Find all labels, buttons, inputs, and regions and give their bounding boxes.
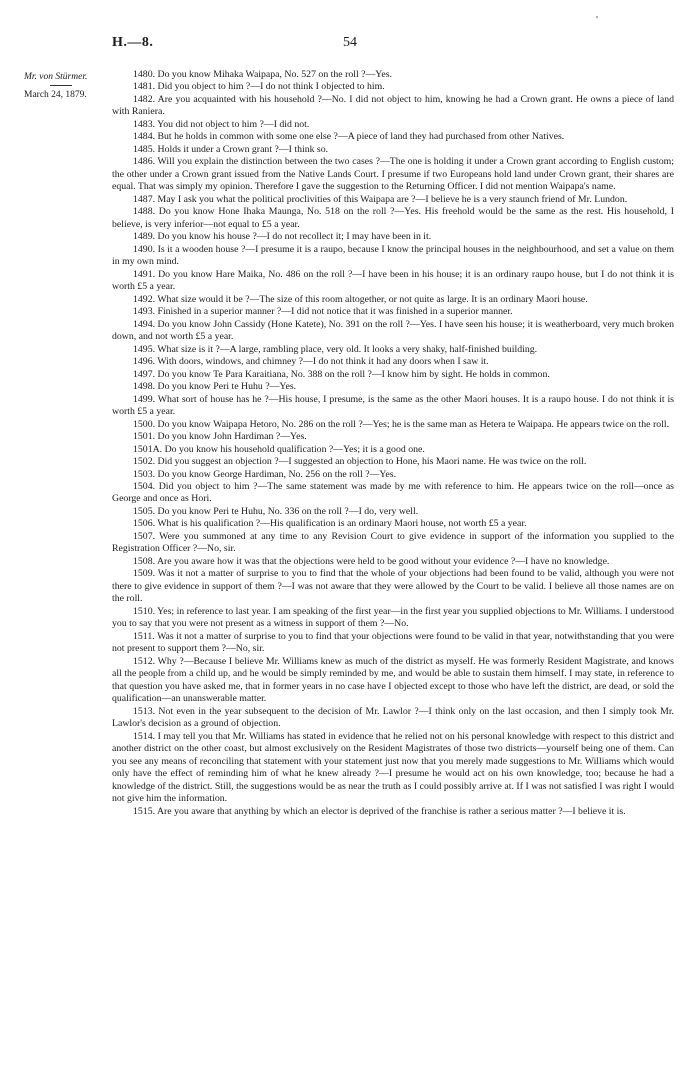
testimony-paragraph: 1497. Do you know Te Para Karaitiana, No. 388 on the roll ?—I know him by sight. He holds in common. xyxy=(133,368,550,380)
testimony-paragraph: 1496. With doors, windows, and chimney ?—I do not think it had any doors when I saw it. xyxy=(133,356,489,368)
testimony-paragraph: 1481. Did you object to him ?—I do not think I objected to him. xyxy=(133,81,385,93)
testimony-paragraph: 1506. What is his qualification ?—His qualification is an ordinary Maori house, not worth £5 a year. xyxy=(133,518,527,530)
testimony-text xyxy=(112,69,674,818)
testimony-paragraph: 1501A. Do you know his household qualification ?—Yes; it is a good one. xyxy=(133,443,425,455)
testimony-paragraph: 1482. Are you acquainted with his household ?—No. I did not object to him, knowing he had a Crown grant. He owns a piece of land with Raniera. xyxy=(112,93,674,118)
testimony-paragraph: 1513. Not even in the year subsequent to the decision of Mr. Lawlor ?—I think only on the last occasion, and then I simply took Mr. Lawlor's decision as a ground of objection. xyxy=(112,705,674,730)
print-speck xyxy=(596,16,598,18)
testimony-paragraph: 1503. Do you know George Hardiman, No. 256 on the roll ?—Yes. xyxy=(133,468,397,480)
testimony-paragraph: 1484. But he holds in common with some one else ?—A piece of land they had purchased from other Natives. xyxy=(133,131,565,143)
testimony-paragraph: 1510. Yes; in reference to last year. I am speaking of the first year—in the first year you supplied objections to Mr. Williams. I understood you to say that you were not present as a witness in support of them ?—No. xyxy=(112,605,674,630)
testimony-paragraph: 1505. Do you know Peri te Huhu, No. 336 on the roll ?—I do, very well. xyxy=(133,505,419,517)
testimony-paragraph: 1480. Do you know Mihaka Waipapa, No. 527 on the roll ?—Yes. xyxy=(133,69,392,80)
testimony-paragraph: 1511. Was it not a matter of surprise to you to find that your objections were found to be valid in that year, notwithstanding that you were not present to support them ?—No, sir. xyxy=(112,630,674,655)
testimony-paragraph: 1498. Do you know Peri te Huhu ?—Yes. xyxy=(133,381,297,393)
testimony-paragraph: 1512. Why ?—Because I believe Mr. Williams knew as much of the district as myself. He was formerly Resident Magistrate, and knows all the people from a child up, and he would be simply reminded by me, and would be able to sustain them himself. I may state, in reference to that question you have asked me, that in former years in no case have I objected except to those who have left the district, are dead, or sold the qualification—an unanswerable matter. xyxy=(112,655,674,705)
document-reference: H.—8. xyxy=(112,35,154,50)
testimony-paragraph: 1502. Did you suggest an objection ?—I suggested an objection to Hone, his Maori name. He was twice on the roll. xyxy=(133,456,587,468)
testimony-paragraph: 1515. Are you aware that anything by which an elector is deprived of the franchise is rather a serious matter ?—I believe it is. xyxy=(133,805,626,817)
testimony-paragraph: 1492. What size would it be ?—The size of this room altogether, or not quite as large. It is an ordinary Maori house. xyxy=(133,293,588,305)
testimony-paragraph: 1507. Were you summoned at any time to any Revision Court to give evidence in support of the information you supplied to the Registration Officer ?—No, sir. xyxy=(112,530,674,555)
testimony-paragraph: 1483. You did not object to him ?—I did not. xyxy=(133,118,310,130)
testimony-paragraph: 1508. Are you aware how it was that the objections were held to be good without your evidence ?—I have no knowledge. xyxy=(133,555,610,567)
page-number: 54 xyxy=(343,35,357,50)
margin-rule xyxy=(50,85,72,86)
margin-note xyxy=(24,72,104,100)
testimony-paragraph: 1504. Did you object to him ?—The same statement was made by me with reference to him. He appears twice on the roll—once as George and once as Hori. xyxy=(112,480,674,505)
testimony-paragraph: 1501. Do you know John Hardiman ?—Yes. xyxy=(133,431,307,443)
testimony-paragraph: 1489. Do you know his house ?—I do not recollect it; I may have been in it. xyxy=(133,231,432,243)
testimony-paragraph: 1500. Do you know Waipapa Hetoro, No. 286 on the roll ?—Yes; he is the same man as Hetera te Waipapa. He appears twice on the roll. xyxy=(133,418,670,430)
testimony-paragraph: 1493. Finished in a superior manner ?—I did not notice that it was finished in a superior manner. xyxy=(133,306,513,318)
testimony-paragraph: 1491. Do you know Hare Maika, No. 486 on the roll ?—I have been in his house; it is an ordinary raupo house, but I do not think it is worth £5 a year. xyxy=(112,268,674,293)
testimony-paragraph: 1488. Do you know Hone Ihaka Maunga, No. 518 on the roll ?—Yes. His freehold would be the same as the rest. His household, I believe, is very inferior—not equal to £5 a year. xyxy=(112,206,674,230)
testimony-paragraph: 1509. Was it not a matter of surprise to you to find that the whole of your objections had been found to be valid, although you were not there to give evidence in support of them ?—I was not aware that they were allowed by the Court to be valid. I believe all those names are on the roll. xyxy=(112,568,674,605)
testimony-paragraph: 1490. Is it a wooden house ?—I presume it is a raupo, because I know the principal houses in the neighbourhood, and set a value on them in my own mind. xyxy=(112,243,674,268)
testimony-paragraph: 1486. Will you explain the distinction between the two cases ?—The one is holding it under a Crown grant according to English custom; the other under a Crown grant issued from the Native Lands Court. I presume if two Europeans hold land under Crown grant, their shares are equal. That was simply my opinion. Therefore I gave the suggestion to the Returning Officer. I did not mention Waipapa's name. xyxy=(112,156,674,193)
testimony-paragraph: 1485. Holds it under a Crown grant ?—I think so. xyxy=(133,143,329,155)
testimony-paragraph: 1495. What size is it ?—A large, rambling place, very old. It looks a very shaky, half-finished building. xyxy=(133,343,538,355)
testimony-paragraph: 1499. What sort of house has he ?—His house, I presume, is the same as the other Maori houses. It is a raupo house. I do not think it is worth £5 a year. xyxy=(112,393,674,418)
margin-date: March 24, 1879. xyxy=(24,90,87,100)
testimony-paragraph: 1494. Do you know John Cassidy (Hone Katete), No. 391 on the roll ?—Yes. I have seen his house; it is weatherboard, very much broken down, and not worth £5 a year. xyxy=(112,318,674,343)
testimony-paragraph: 1487. May I ask you what the political proclivities of this Waipapa are ?—I believe he is a very staunch friend of Mr. Lundon. xyxy=(133,193,628,205)
testimony-paragraph: 1514. I may tell you that Mr. Williams has stated in evidence that he relied not on his personal knowledge with respect to this district and another district on the other coast, but almost exclusively on the Resident Magistrates of those two districts—yourself being one of them. Can you see any means of reconciling that statement with your statement just now that you merely made suggestions to Mr. Williams which would only have the effect of reminding him of what he knew already ?—I presume he would act on his own knowledge, too; because he had a knowledge of the district. Still, the suggestions would be as near the truth as I could possibly arrive at. If I was not satisfied I was right I would not give him the information. xyxy=(112,730,674,805)
margin-speaker: Mr. von Stürmer. xyxy=(24,72,88,82)
